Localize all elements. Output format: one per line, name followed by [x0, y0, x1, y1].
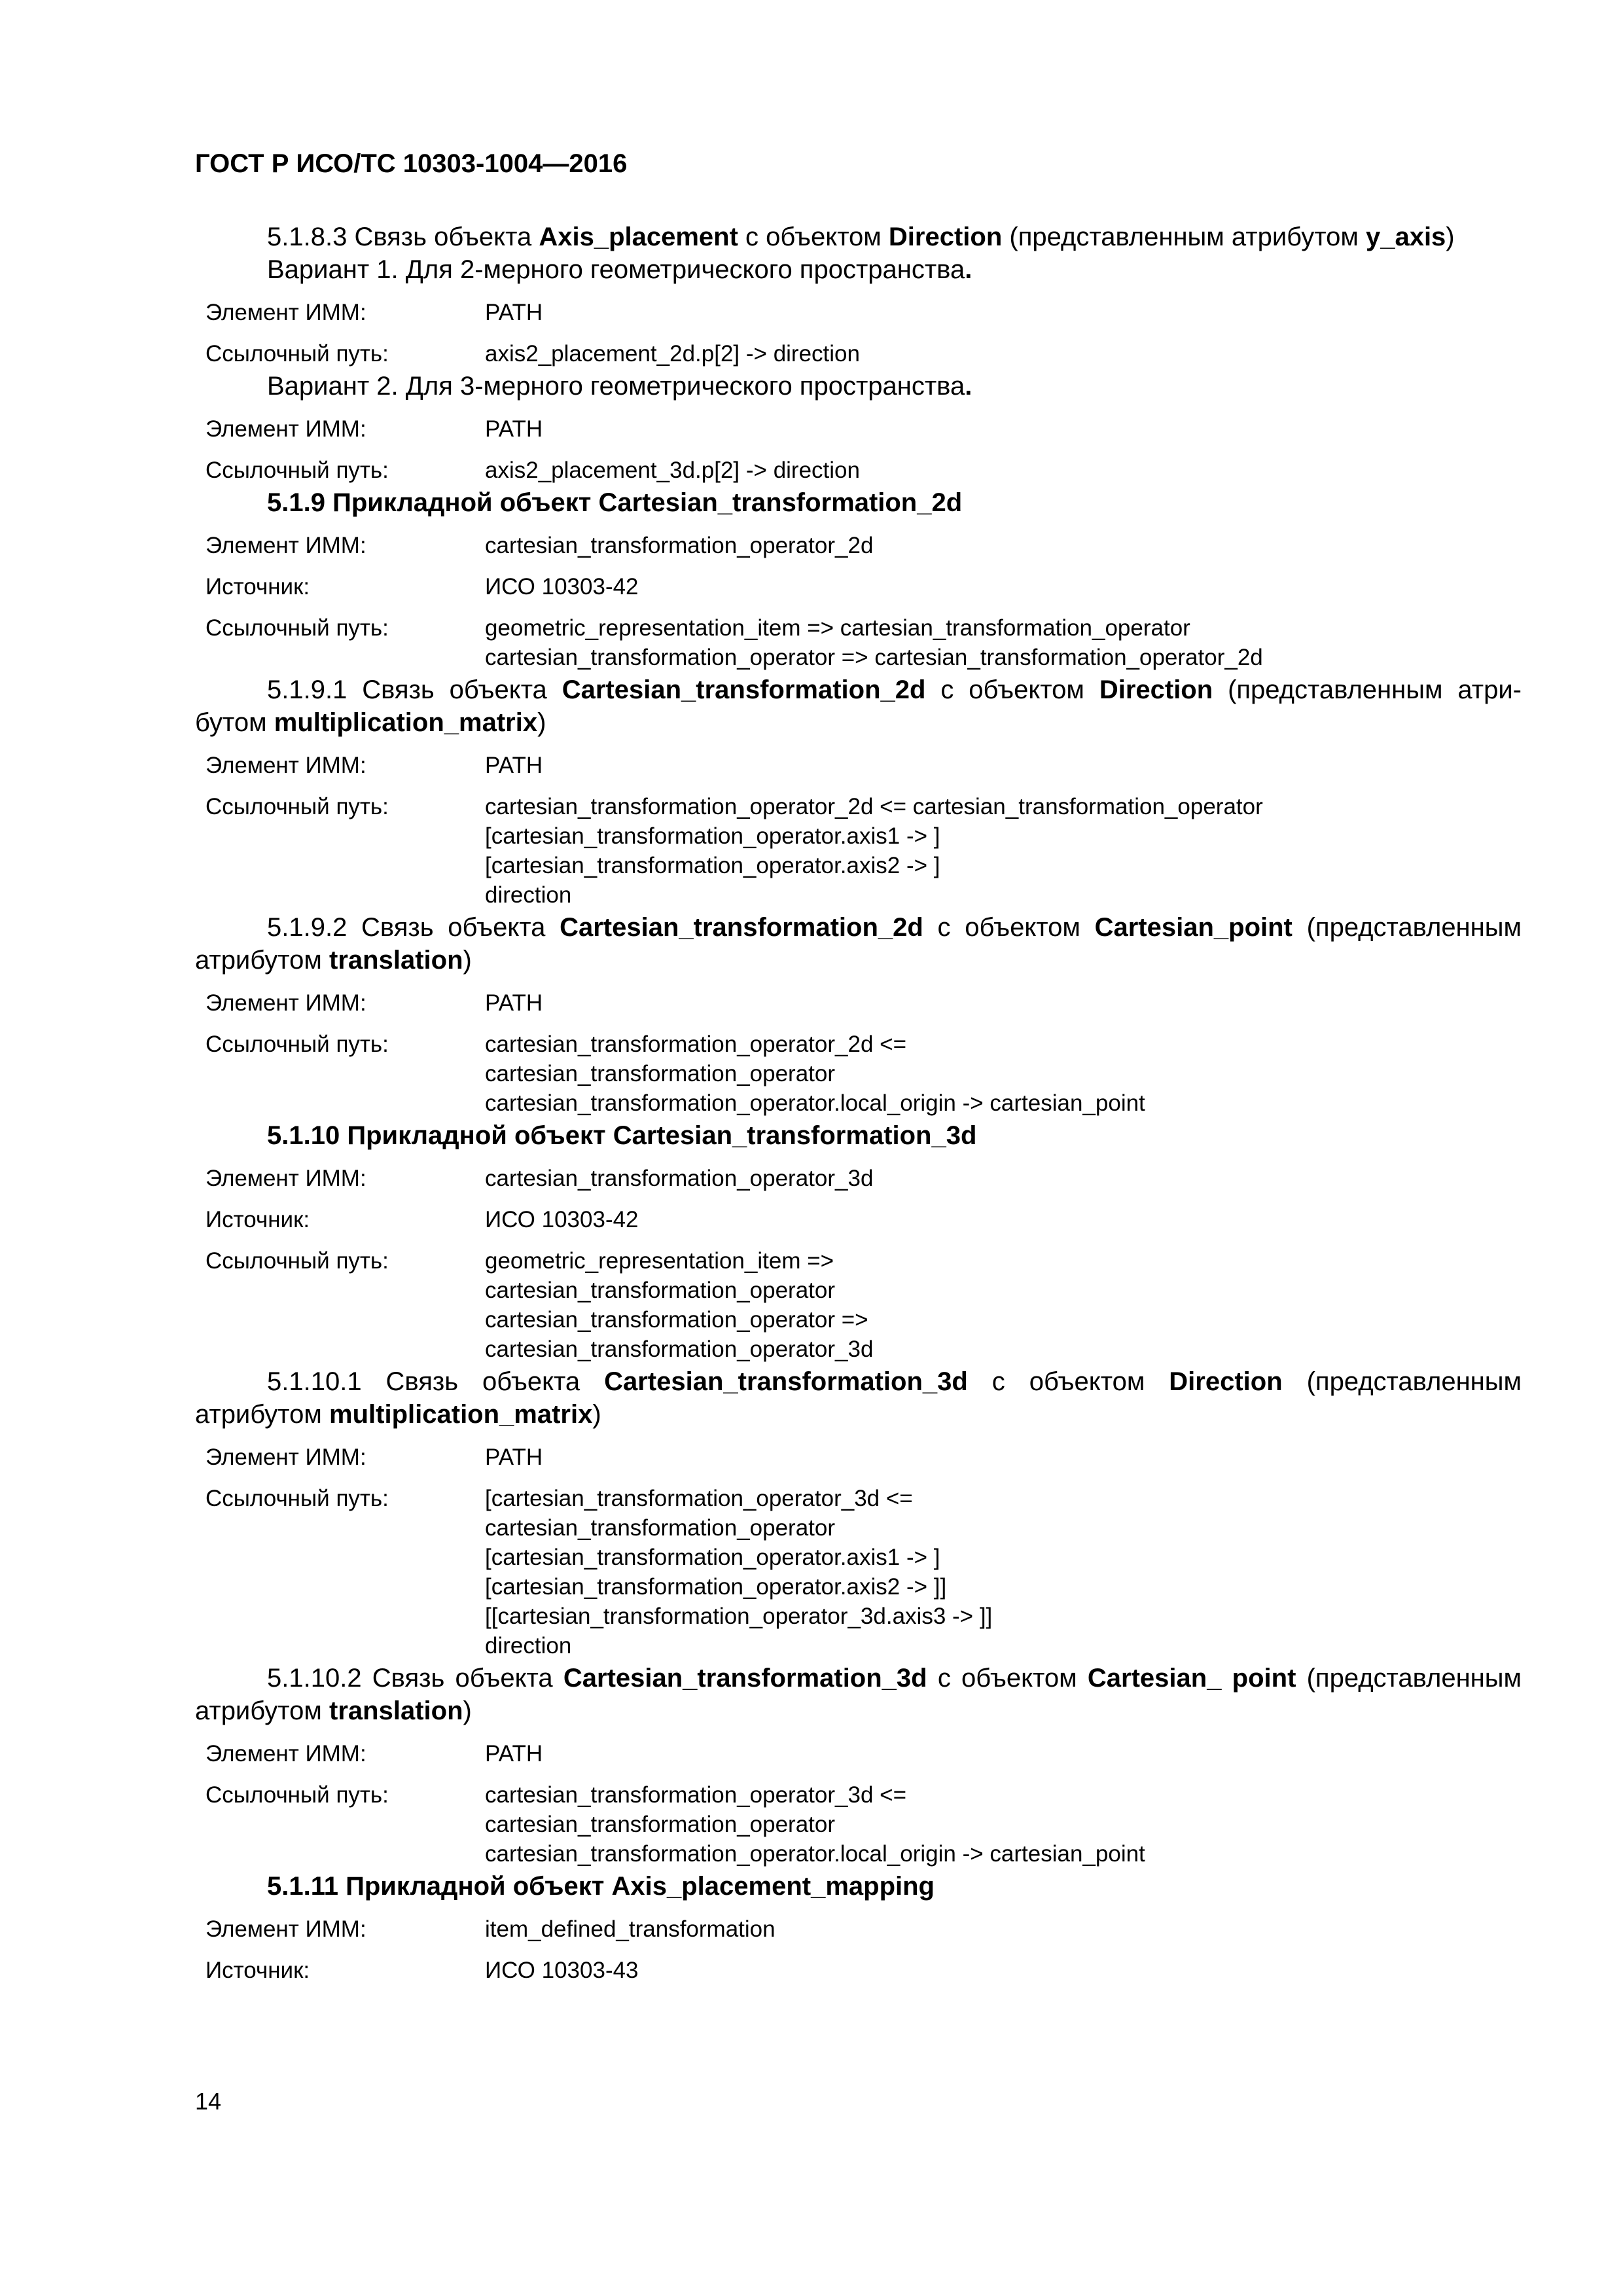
text-run: с объектом [923, 913, 1095, 942]
text-run: с объектом [925, 675, 1099, 704]
mapping-value [485, 1956, 1522, 1985]
mapping-value-line: cartesian_transformation_operator.local_origin -> cartesian_point [485, 1090, 1145, 1116]
mapping-value-line: [cartesian_transformation_operator.axis2 -> ] [485, 853, 940, 878]
mapping-value [485, 414, 1522, 444]
document-header: ГОСТ Р ИСО/ТС 10303-1004—2016 [195, 149, 628, 178]
mapping-row [195, 1030, 1522, 1118]
bold-term: Cartesian_point [1094, 913, 1293, 942]
mapping-value-line: [cartesian_transformation_operator.axis1 -> ] [485, 823, 940, 849]
paragraph [195, 370, 1522, 403]
mapping-value-line: PATH [485, 753, 543, 778]
text-run: ) [537, 708, 546, 737]
text-run: (представленным атрибутом [195, 1664, 1522, 1725]
mapping-value-line: cartesian_transformation_operator_2d <= cartesian_transformation_operator [485, 794, 1263, 819]
section-heading: 5.1.11 Прикладной объект Axis_placement_mapping [267, 1872, 935, 1901]
mapping-value-line: cartesian_transformation_operator => [485, 1307, 868, 1333]
mapping-row [195, 1443, 1522, 1472]
bold-term: Direction [1169, 1367, 1283, 1396]
bold-term: translation [329, 946, 463, 975]
mapping-value-line: geometric_representation_item => [485, 1248, 834, 1274]
mapping-value-line: PATH [485, 990, 543, 1016]
mapping-label: Элемент ИММ: [205, 1444, 366, 1470]
mapping-value-line: cartesian_transformation_operator [485, 1515, 836, 1541]
text-run: с объектом [927, 1664, 1088, 1693]
mapping-row [195, 1484, 1522, 1660]
mapping-row [195, 298, 1522, 327]
mapping-value [485, 792, 1522, 910]
bold-term: Cartesian_transformation_2d [562, 675, 926, 704]
paragraph [195, 911, 1522, 977]
mapping-row [195, 414, 1522, 444]
mapping-value-line: cartesian_transformation_operator_3d [485, 1166, 874, 1191]
mapping-label: Элемент ИММ: [205, 1741, 366, 1767]
mapping-value-line: ИСО 10303-42 [485, 574, 639, 600]
text-run: (представленным атрибутом [1002, 223, 1366, 251]
mapping-value-line: cartesian_transformation_operator => cartesian_transformation_operator_2d [485, 645, 1263, 670]
bold-term: Cartesian_transformation_3d [563, 1664, 927, 1693]
mapping-row [195, 988, 1522, 1018]
mapping-value [485, 1030, 1522, 1118]
text-run: 5.1.10.1 Связь объекта [267, 1367, 605, 1396]
mapping-value-line: geometric_representation_item => cartesian_transformation_operator [485, 615, 1190, 641]
mapping-label: Источник: [205, 574, 310, 600]
mapping-value-line: cartesian_transformation_operator [485, 1812, 836, 1837]
mapping-label: Ссылочный путь: [205, 457, 389, 483]
mapping-value-line: cartesian_transformation_operator_2d [485, 533, 874, 558]
mapping-row [195, 1914, 1522, 1944]
mapping-value [485, 1484, 1522, 1660]
document-body [195, 221, 1522, 1986]
mapping-label: Источник: [205, 1958, 310, 1983]
text-run: (представленным атрибутом [195, 675, 1522, 737]
mapping-label: Элемент ИММ: [205, 533, 366, 558]
mapping-label: Элемент ИММ: [205, 416, 366, 442]
text-run: ) [463, 946, 472, 975]
mapping-value-line: direction [485, 882, 572, 908]
mapping-label: Ссылочный путь: [205, 1782, 389, 1808]
mapping-label: Элемент ИММ: [205, 1166, 366, 1191]
bold-term: Direction [888, 223, 1003, 251]
bold-term: Cartesian_transformation_3d [604, 1367, 968, 1396]
bold-term: multiplication_matrix [329, 1400, 593, 1429]
mapping-row [195, 1164, 1522, 1193]
mapping-value-line: ИСО 10303-43 [485, 1958, 639, 1983]
mapping-value [485, 1205, 1522, 1234]
mapping-value [485, 456, 1522, 485]
text-run: Вариант 2. Для 3-мерного геометрического пространства [267, 372, 965, 401]
mapping-value [485, 751, 1522, 780]
text-run: 5.1.9.1 Связь объекта [267, 675, 562, 704]
paragraph [195, 221, 1522, 253]
mapping-value-line: cartesian_transformation_operator [485, 1278, 836, 1303]
mapping-value-line: [cartesian_transformation_operator.axis1 -> ] [485, 1545, 940, 1570]
mapping-label: Ссылочный путь: [205, 1486, 389, 1511]
section-heading: 5.1.9 Прикладной объект Cartesian_transformation_2d [267, 488, 963, 517]
mapping-row [195, 792, 1522, 910]
text-run: Вариант 1. Для 2-мерного геометрического пространства [267, 255, 965, 284]
mapping-value-line: PATH [485, 416, 543, 442]
text-run: с объектом [738, 223, 889, 251]
bold-term: Cartesian_transformation_2d [560, 913, 923, 942]
page-number: 14 [195, 2088, 222, 2115]
mapping-label: Ссылочный путь: [205, 1248, 389, 1274]
mapping-label: Элемент ИММ: [205, 300, 366, 325]
mapping-value-line: cartesian_transformation_operator [485, 1061, 836, 1086]
bold-term: Direction [1099, 675, 1213, 704]
paragraph [195, 1662, 1522, 1727]
mapping-row [195, 339, 1522, 368]
mapping-value [485, 531, 1522, 560]
mapping-label: Ссылочный путь: [205, 615, 389, 641]
mapping-value [485, 988, 1522, 1018]
mapping-row [195, 613, 1522, 672]
mapping-value [485, 339, 1522, 368]
mapping-value-line: cartesian_transformation_operator.local_origin -> cartesian_point [485, 1841, 1145, 1867]
bold-term: . [965, 372, 972, 401]
mapping-label: Ссылочный путь: [205, 794, 389, 819]
mapping-value-line: [cartesian_transformation_operator.axis2 -> ]] [485, 1574, 947, 1600]
paragraph [195, 673, 1522, 739]
mapping-row [195, 1956, 1522, 1985]
mapping-row [195, 456, 1522, 485]
mapping-value [485, 572, 1522, 601]
mapping-label: Элемент ИММ: [205, 990, 366, 1016]
text-run: 5.1.9.2 Связь объекта [267, 913, 560, 942]
mapping-value [485, 1780, 1522, 1869]
text-run: (представленным атрибутом [195, 913, 1522, 975]
mapping-value-line: direction [485, 1633, 572, 1659]
mapping-value-line: [[cartesian_transformation_operator_3d.axis3 -> ]] [485, 1604, 993, 1629]
mapping-row [195, 1739, 1522, 1768]
mapping-row [195, 572, 1522, 601]
text-run: 5.1.8.3 Связь объекта [267, 223, 539, 251]
mapping-label: Элемент ИММ: [205, 753, 366, 778]
mapping-row [195, 1246, 1522, 1364]
mapping-row [195, 1780, 1522, 1869]
mapping-value-line: PATH [485, 1741, 543, 1767]
mapping-value-line: PATH [485, 1444, 543, 1470]
mapping-value-line: cartesian_transformation_operator_2d <= [485, 1031, 907, 1057]
mapping-value-line: item_defined_transformation [485, 1916, 776, 1942]
mapping-value-line: cartesian_transformation_operator_3d <= [485, 1782, 907, 1808]
mapping-row [195, 751, 1522, 780]
bold-term: translation [329, 1696, 463, 1725]
text-run: 5.1.10.2 Связь объекта [267, 1664, 563, 1693]
text-run: с объектом [967, 1367, 1169, 1396]
mapping-value-line: axis2_placement_3d.p[2] -> direction [485, 457, 860, 483]
bold-term: multiplication_matrix [274, 708, 538, 737]
mapping-value-line: axis2_placement_2d.p[2] -> direction [485, 341, 860, 367]
mapping-value [485, 1164, 1522, 1193]
section-heading: 5.1.10 Прикладной объект Cartesian_transformation_3d [267, 1121, 977, 1150]
mapping-value [485, 1739, 1522, 1768]
mapping-row [195, 1205, 1522, 1234]
paragraph [195, 253, 1522, 286]
mapping-value-line: PATH [485, 300, 543, 325]
mapping-value-line: ИСО 10303-42 [485, 1207, 639, 1232]
mapping-value-line: cartesian_transformation_operator_3d [485, 1336, 874, 1362]
mapping-label: Элемент ИММ: [205, 1916, 366, 1942]
mapping-value-line: [cartesian_transformation_operator_3d <= [485, 1486, 913, 1511]
paragraph [195, 1365, 1522, 1431]
text-run: ) [1446, 223, 1455, 251]
text-run: ) [463, 1696, 472, 1725]
bold-term: . [965, 255, 972, 284]
mapping-label: Источник: [205, 1207, 310, 1232]
text-run: ) [592, 1400, 601, 1429]
bold-term: Axis_placement [539, 223, 738, 251]
mapping-label: Ссылочный путь: [205, 1031, 389, 1057]
mapping-value [485, 298, 1522, 327]
mapping-value [485, 613, 1522, 672]
text-run: (представленным атрибутом [195, 1367, 1522, 1429]
mapping-value [485, 1246, 1522, 1364]
mapping-value [485, 1443, 1522, 1472]
mapping-label: Ссылочный путь: [205, 341, 389, 367]
bold-term: Cartesian_ point [1087, 1664, 1296, 1693]
mapping-row [195, 531, 1522, 560]
mapping-value [485, 1914, 1522, 1944]
bold-term: y_axis [1365, 223, 1446, 251]
